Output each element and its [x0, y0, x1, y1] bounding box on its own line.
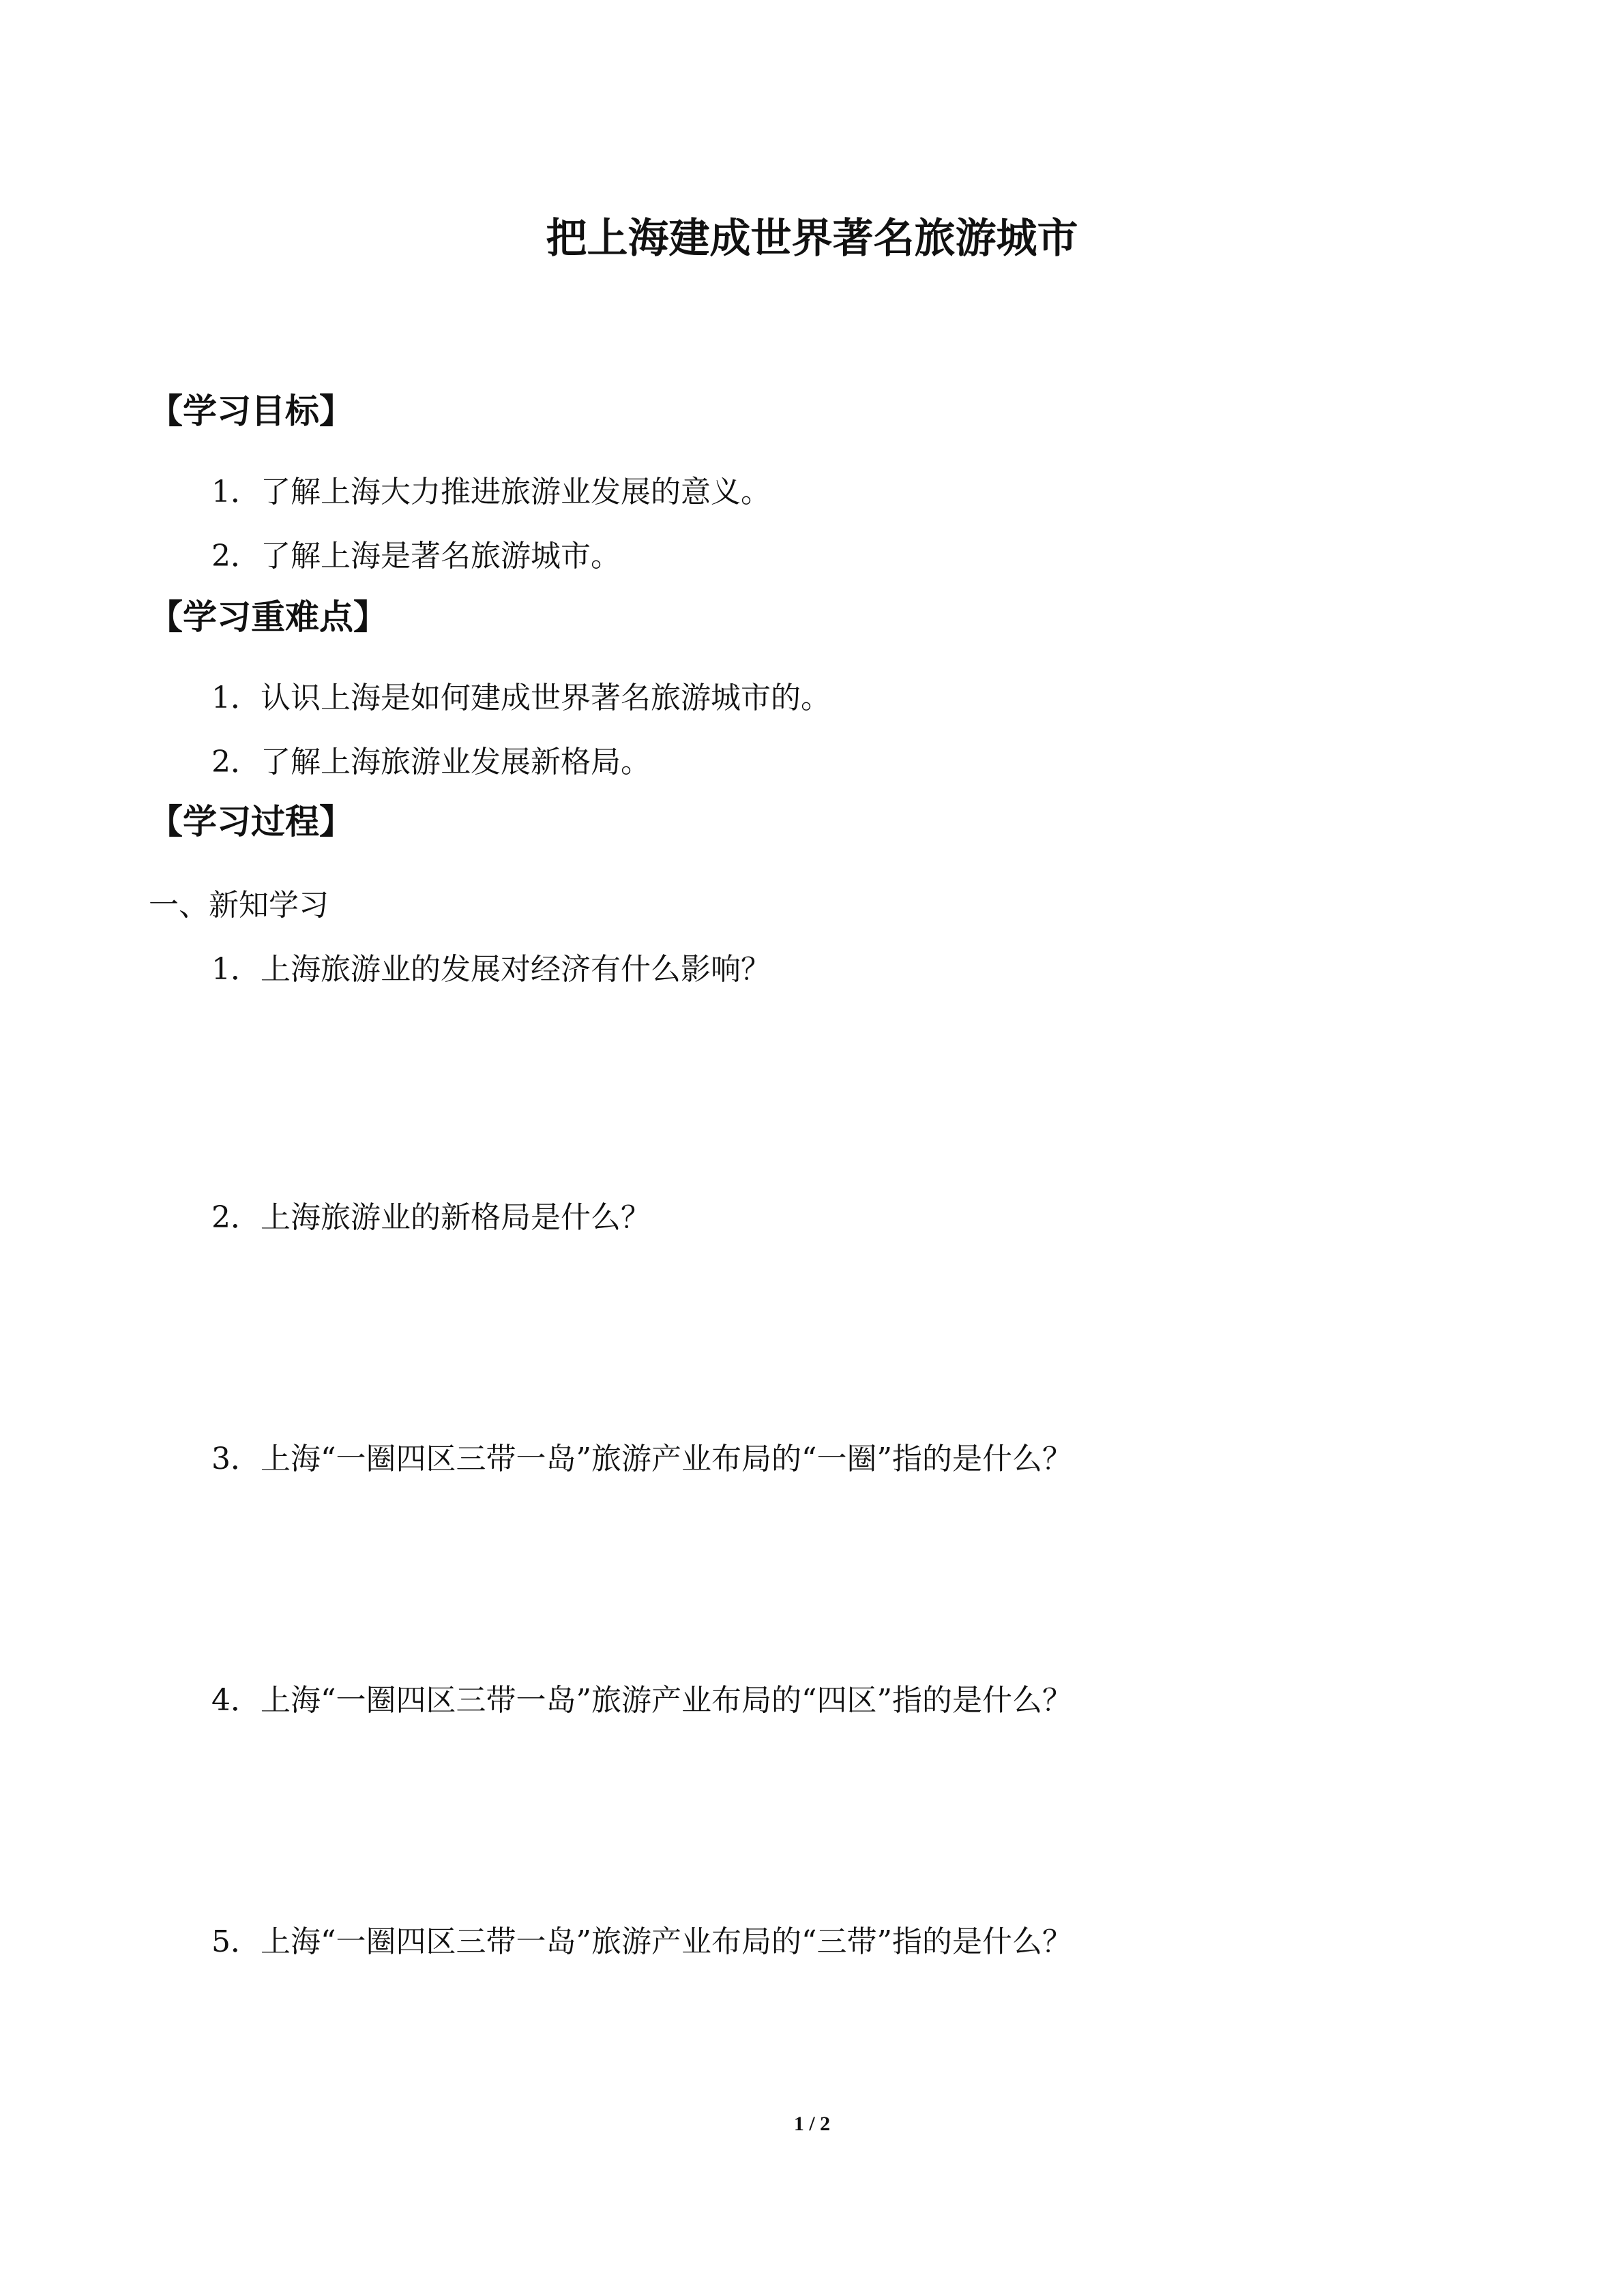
question-item: 2．上海旅游业的新格局是什么？ [211, 1200, 651, 1235]
key-point-item: 2．了解上海旅游业发展新格局。 [211, 745, 651, 779]
section-heading-objectives: 【学习目标】 [149, 391, 353, 431]
objective-item: 2．了解上海是著名旅游城市。 [211, 539, 621, 573]
section-heading-key-points: 【学习重难点】 [149, 597, 387, 637]
subsection-title: 一、新知学习 [149, 888, 329, 923]
question-item: 4．上海“一圈四区三带一岛”旅游产业布局的“四区”指的是什么？ [211, 1683, 1072, 1718]
section-heading-process: 【学习过程】 [149, 802, 353, 841]
page-title: 把上海建成世界著名旅游城市 [546, 215, 1078, 263]
question-item: 5．上海“一圈四区三带一岛”旅游产业布局的“三带”指的是什么？ [211, 1924, 1072, 1959]
question-item: 1．上海旅游业的发展对经济有什么影响？ [211, 952, 771, 987]
question-item: 3．上海“一圈四区三带一岛”旅游产业布局的“一圈”指的是什么？ [211, 1442, 1072, 1476]
objective-item: 1．了解上海大力推进旅游业发展的意义。 [211, 475, 771, 509]
page-number: 1 / 2 [793, 2113, 831, 2135]
key-point-item: 1．认识上海是如何建成世界著名旅游城市的。 [211, 681, 831, 715]
